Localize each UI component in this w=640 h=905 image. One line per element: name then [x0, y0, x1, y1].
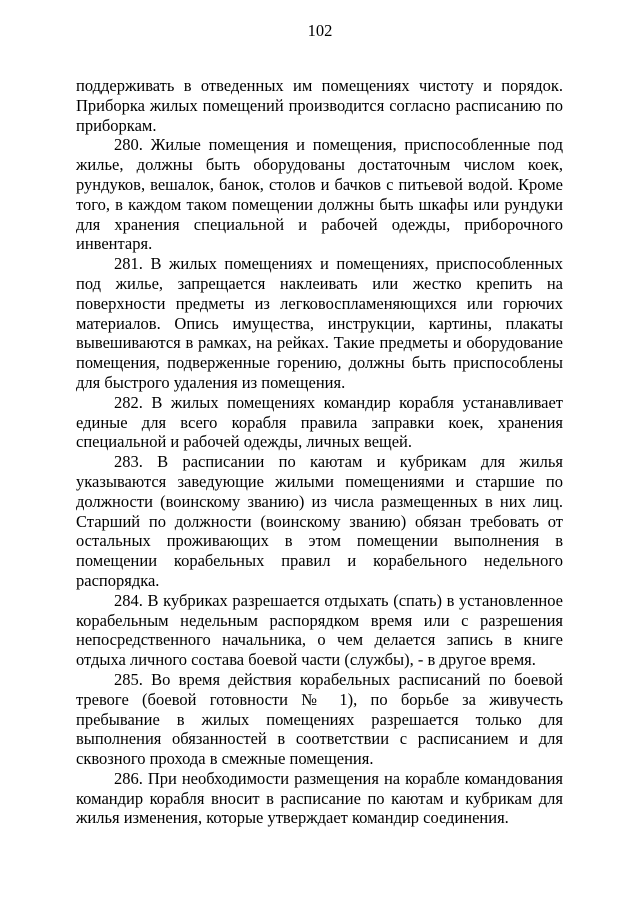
- paragraph-286: 286. При необходимости размещения на корабле командования командир корабля вносит в расписание по каютам и кубрикам для жилья изменения, которые утверждает командир соединения.: [76, 768, 563, 828]
- paragraph-280: 280. Жилые помещения и помещения, приспособленные под жилье, должны быть оборудованы достаточным числом коек, рундуков, вешалок, банок, столов и бачков с питьевой водой. Кроме того, в каждом таком помещении должны быть шкафы или рундуки для хранения специальной и рабочей одежды, приборочного инвентаря.: [76, 135, 563, 254]
- paragraph-281: 281. В жилых помещениях и помещениях, приспособленных под жилье, запрещается наклеивать или жестко крепить на поверхности предметы из легковоспламеняющихся или горючих материалов. Опись имущества, инструкции, картины, плакаты вывешиваются в рамках, на рейках. Такие предметы и оборудование помещения, подверженные горению, должны быть приспособлены для быстрого удаления из помещения.: [76, 254, 563, 392]
- page-number: 102: [307, 21, 333, 40]
- paragraph-285: 285. Во время действия корабельных расписаний по боевой тревоге (боевой готовности № 1), по борьбе за живучесть пребывание в жилых помещениях разрешается только для выполнения обязанностей в соответствии с расписанием и для сквозного прохода в смежные помещения.: [76, 669, 563, 769]
- paragraph-284: 284. В кубриках разрешается отдыхать (спать) в установленное корабельным недельным распорядком время или с разрешения непосредственного начальника, о чем делается запись в книге отдыха личного состава боевой части (службы), - в другое время.: [76, 590, 563, 670]
- paragraph-282: 282. В жилых помещениях командир корабля устанавливает единые для всего корабля правила заправки коек, хранения специальной и рабочей одежды, личных вещей.: [76, 392, 563, 452]
- paragraph-283: 283. В расписании по каютам и кубрикам для жилья указываются заведующие жилыми помещениями и старшие по должности (воинскому званию) из числа размещенных в них лиц. Старший по должности (воинскому званию) обязан требовать от остальных проживающих в этом помещении выполнения в помещении корабельных правил и корабельного недельного распорядка.: [76, 452, 563, 590]
- paragraph-continuation: поддерживать в отведенных им помещениях чистоту и порядок. Приборка жилых помещений производится согласно расписанию по приборкам.: [76, 76, 563, 135]
- document-body: [76, 76, 563, 828]
